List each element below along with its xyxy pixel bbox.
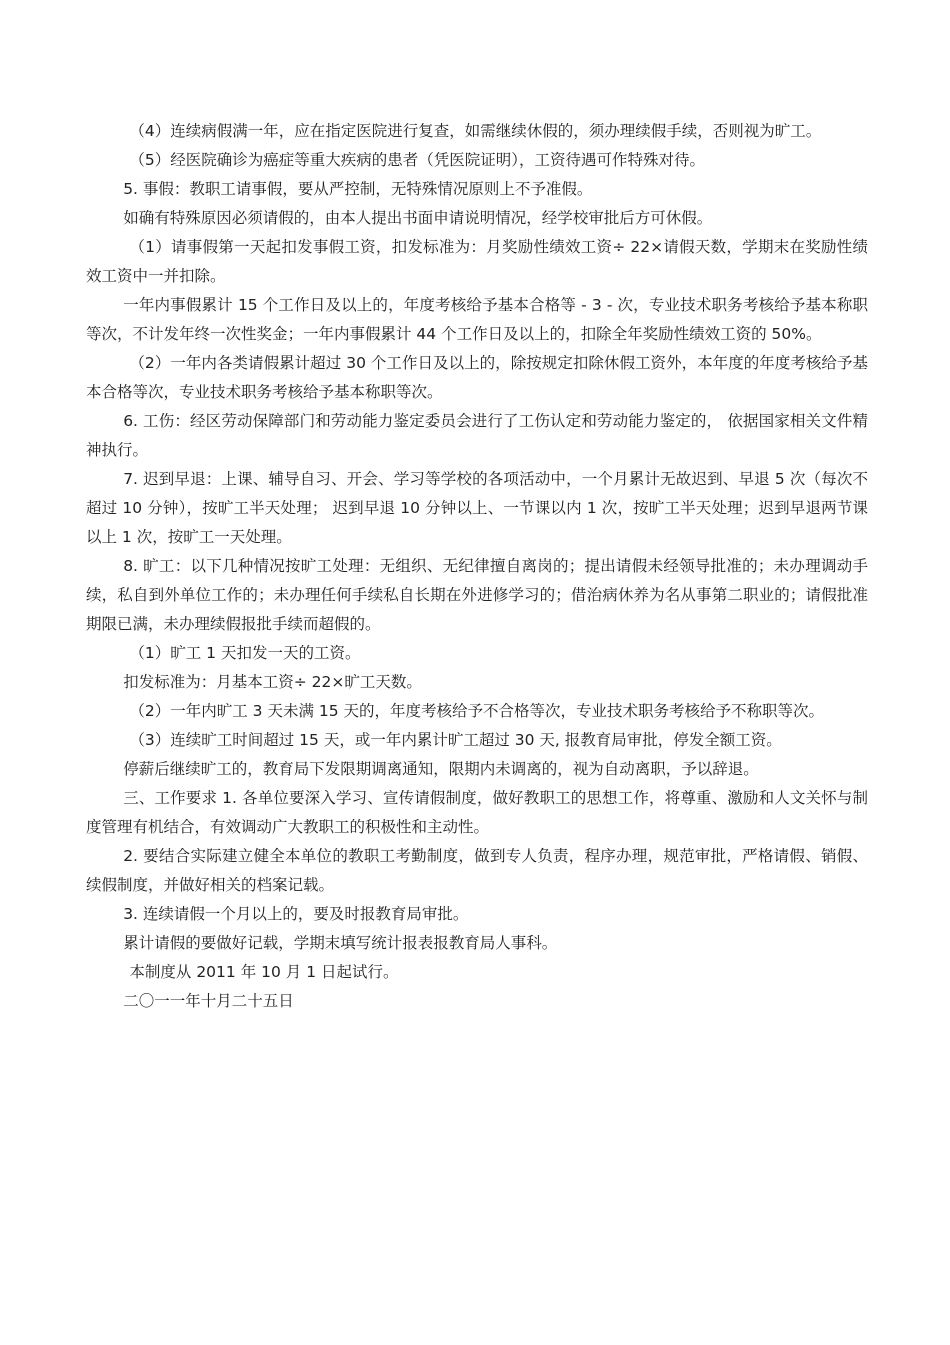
paragraph-work-injury: 6. 工伤：经区劳动保障部门和劳动能力鉴定委员会进行了工伤认定和劳动能力鉴定的， 依据国家相关文件精神执行。 [86, 412, 868, 459]
paragraph-personal-leave-annual: 一年内事假累计 15 个工作日及以上的，年度考核给予基本合格等 - 3 - 次，专业技术职务考核给予基本称职等次，不计发年终一次性奖金；一年内事假累计 44 个工作日及以上的，扣除全年奖励性绩效工资的 50%。 [86, 296, 868, 343]
paragraph-personal-leave-deduction: （1）请事假第一天起扣发事假工资，扣发标准为：月奖励性绩效工资÷ 22×请假天数，学期末在奖励性绩效工资中一并扣除。 [86, 238, 868, 285]
paragraph-absence-one-day: （1）旷工 1 天扣发一天的工资。 [129, 644, 361, 662]
paragraph-personal-leave-application: 如确有特殊原因必须请假的，由本人提出书面申请说明情况，经学校审批后方可休假。 [123, 209, 713, 227]
paragraph-leave-over-30-days: （2）一年内各类请假累计超过 30 个工作日及以上的，除按规定扣除休假工资外，本年度的年度考核给予基本合格等次，专业技术职务考核给予基本称职等次。 [86, 354, 868, 401]
paragraph-absenteeism: 8. 旷工：以下几种情况按旷工处理：无组织、无纪律擅自离岗的；提出请假未经领导批准的；未办理调动手续，私自到外单位工作的；未办理任何手续私自长期在外进修学习的；借治病休养为名从事第二职业的；请假批准期限已满，未办理续假报批手续而超假的。 [86, 557, 868, 633]
paragraph-absence-3-to-15-days: （2）一年内旷工 3 天未满 15 天的，年度考核给予不合格等次，专业技术职务考核给予不称职等次。 [129, 702, 825, 720]
paragraph-dismissal: 停薪后继续旷工的，教育局下发限期调离通知，限期内未调离的，视为自动离职，予以辞退。 [123, 760, 759, 778]
paragraph-serious-illness: （5）经医院确诊为癌症等重大疾病的患者（凭医院证明），工资待遇可作特殊对待。 [129, 151, 706, 169]
document-body [86, 117, 868, 1016]
document-date: 二〇一一年十月二十五日 [123, 992, 294, 1010]
paragraph-leave-records: 累计请假的要做好记载，学期末填写统计报表报教育局人事科。 [123, 934, 558, 952]
paragraph-absence-over-15-days: （3）连续旷工时间超过 15 天，或一年内累计旷工超过 30 天, 报教育局审批，停发全额工资。 [129, 731, 782, 749]
paragraph-absence-deduction-standard: 扣发标准为：月基本工资÷ 22×旷工天数。 [123, 673, 422, 691]
paragraph-personal-leave-heading: 5. 事假：教职工请事假，要从严控制，无特殊情况原则上不予准假。 [123, 180, 593, 198]
paragraph-effective-date: 本制度从 2011 年 10 月 1 日起试行。 [129, 963, 399, 981]
paragraph-long-leave-approval: 3. 连续请假一个月以上的，要及时报教育局审批。 [123, 905, 469, 923]
paragraph-sick-leave-review: （4）连续病假满一年，应在指定医院进行复查，如需继续休假的，须办理续假手续，否则视为旷工。 [129, 122, 822, 140]
paragraph-late-early-leave: 7. 迟到早退：上课、辅导自习、开会、学习等学校的各项活动中，一个月累计无故迟到、早退 5 次（每次不超过 10 分钟），按旷工半天处理； 迟到早退 10 分钟以上、一节课以内 1 次，按旷工半天处理；迟到早退两节课以上 1 次，按旷工一天处理。 [86, 470, 868, 546]
paragraph-work-requirements: 三、工作要求 1. 各单位要深入学习、宣传请假制度，做好教职工的思想工作，将尊重、激励和人文关怀与制度管理有机结合，有效调动广大教职工的积极性和主动性。 [86, 789, 868, 836]
paragraph-attendance-system: 2. 要结合实际建立健全本单位的教职工考勤制度，做到专人负责，程序办理，规范审批，严格请假、销假、续假制度，并做好相关的档案记载。 [86, 847, 868, 894]
